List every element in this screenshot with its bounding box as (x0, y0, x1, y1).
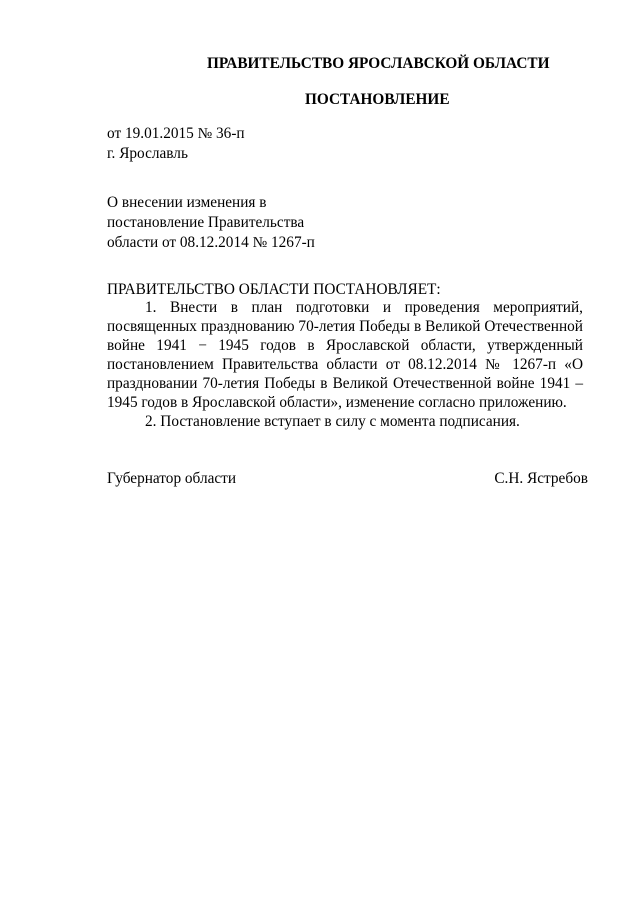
paragraph-1: 1. Внести в план подготовки и проведения мероприятий, посвященных празднованию 70-летия Победы в Великой Отечественной войне 1941 − 1945 годов в Ярославской области, утвержденный постановлением Правительства области от 08.12.2014 № 1267-п «О праздновании 70-летия Победы в Великой Отечественной войне 1941 – 1945 годов в Ярославской области», изменение согласно приложению. (107, 299, 583, 411)
document-body (107, 298, 583, 431)
signatory-position: Губернатор области (107, 470, 237, 487)
document-type-title: ПОСТАНОВЛЕНИЕ (305, 91, 450, 108)
subject-line-1: О внесении изменения в (107, 194, 267, 211)
date-number: от 19.01.2015 № 36-п (107, 125, 245, 142)
document-subject (107, 193, 315, 253)
subject-line-3: области от 08.12.2014 № 1267-п (107, 234, 315, 251)
organization-title: ПРАВИТЕЛЬСТВО ЯРОСЛАВСКОЙ ОБЛАСТИ (207, 55, 550, 72)
decree-heading: ПРАВИТЕЛЬСТВО ОБЛАСТИ ПОСТАНОВЛЯЕТ: (107, 281, 441, 298)
signature-block (107, 470, 588, 488)
signatory-name: С.Н. Ястребов (494, 470, 588, 487)
paragraph-2: 2. Постановление вступает в силу с момента подписания. (145, 413, 520, 430)
subject-line-2: постановление Правительства (107, 214, 305, 231)
city: г. Ярославль (107, 145, 188, 162)
document-meta (107, 124, 245, 164)
